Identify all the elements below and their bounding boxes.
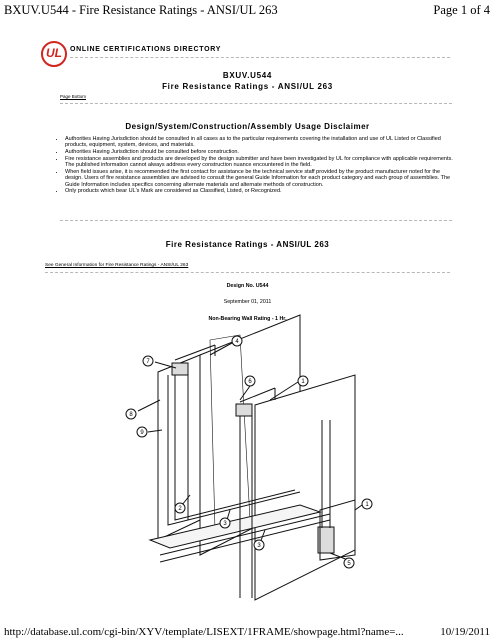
- callout-9: [137, 427, 147, 437]
- design-date: September 01, 2011: [223, 299, 272, 305]
- steel-stud-mid: [236, 404, 252, 416]
- svg-text:3: 3: [223, 521, 227, 527]
- rating: Non-Bearing Wall Rating - 1 Hr.: [208, 316, 287, 322]
- wallboard-right: [255, 375, 355, 600]
- callout-3-a: [220, 518, 230, 528]
- callout-3-b: [254, 540, 264, 550]
- print-footer-url: http://database.ul.com/cgi-bin/XYV/template/LISEXT/1FRAME/showpage.html?name=...: [4, 626, 404, 638]
- callout-7: [143, 356, 153, 366]
- svg-text:7: 7: [146, 359, 150, 365]
- svg-text:2: 2: [178, 506, 182, 512]
- callout-5: [344, 558, 354, 568]
- svg-text:1: 1: [301, 379, 305, 385]
- svg-text:6: 6: [248, 379, 252, 385]
- steel-stud-left: [172, 363, 188, 375]
- callout-4: [232, 336, 242, 346]
- print-footer-date: 10/19/2011: [440, 626, 490, 638]
- disclaimer-heading: Design/System/Construction/Assembly Usage Disclaimer: [125, 122, 370, 131]
- design-code: BXUV.U544: [222, 71, 273, 80]
- directory-banner: ONLINE CERTIFICATIONS DIRECTORY: [70, 46, 222, 53]
- disclaimer-item: • Authorities Having Jurisdiction should be consulted in all cases as to the particular requirements covering the installation and use of UL Listed or Classified products, equipment, system, devices, and materials.: [65, 136, 457, 149]
- design-number: Design No. U544: [226, 283, 269, 289]
- general-info-link[interactable]: See General Information for Fire Resistance Ratings - ANSI/UL 263: [45, 263, 189, 268]
- disclaimer-item: • Only products which bear UL's Mark are considered as Classified, Listed, or Recognized.: [65, 188, 457, 194]
- design-title: Fire Resistance Ratings - ANSI/UL 263: [162, 82, 333, 91]
- svg-text:5: 5: [347, 561, 351, 567]
- callout-6: [245, 376, 255, 386]
- disclaimer-item: • Authorities Having Jurisdiction should be consulted before construction.: [65, 149, 457, 155]
- callout-1-top: [298, 376, 308, 386]
- callout-8: [126, 409, 136, 419]
- section-heading: Fire Resistance Ratings - ANSI/UL 263: [165, 240, 330, 249]
- svg-text:8: 8: [129, 412, 133, 418]
- page-bottom-link[interactable]: Page Bottom: [60, 94, 87, 99]
- callout-1-bottom: [362, 499, 372, 509]
- ul-logo-letters: UL: [46, 46, 62, 60]
- print-header-title: BXUV.U544 - Fire Resistance Ratings - ANSI/UL 263: [4, 3, 278, 17]
- svg-text:3: 3: [257, 543, 261, 549]
- svg-text:9: 9: [140, 430, 144, 436]
- disclaimer-item: • When field issues arise, it is recommended the first contact for assistance be the technical service staff provided by the product manufacturer noted for the design. Users of fire resistance assemblies are advised to consult the general Guide Information for each product category and each group of assemblies. The Guide Information includes specifics concerning alternate materials and alternate methods of construction.: [65, 169, 457, 188]
- svg-text:1: 1: [365, 502, 369, 508]
- svg-text:4: 4: [235, 339, 239, 345]
- callout-2: [175, 503, 185, 513]
- print-header-page: Page 1 of 4: [433, 3, 490, 17]
- disclaimer-item: • Fire resistance assemblies and products are developed by the design submitter and have been investigated by UL for compliance with applicable requirements. The published information cannot always address every construction nuance encountered in the field.: [65, 156, 457, 169]
